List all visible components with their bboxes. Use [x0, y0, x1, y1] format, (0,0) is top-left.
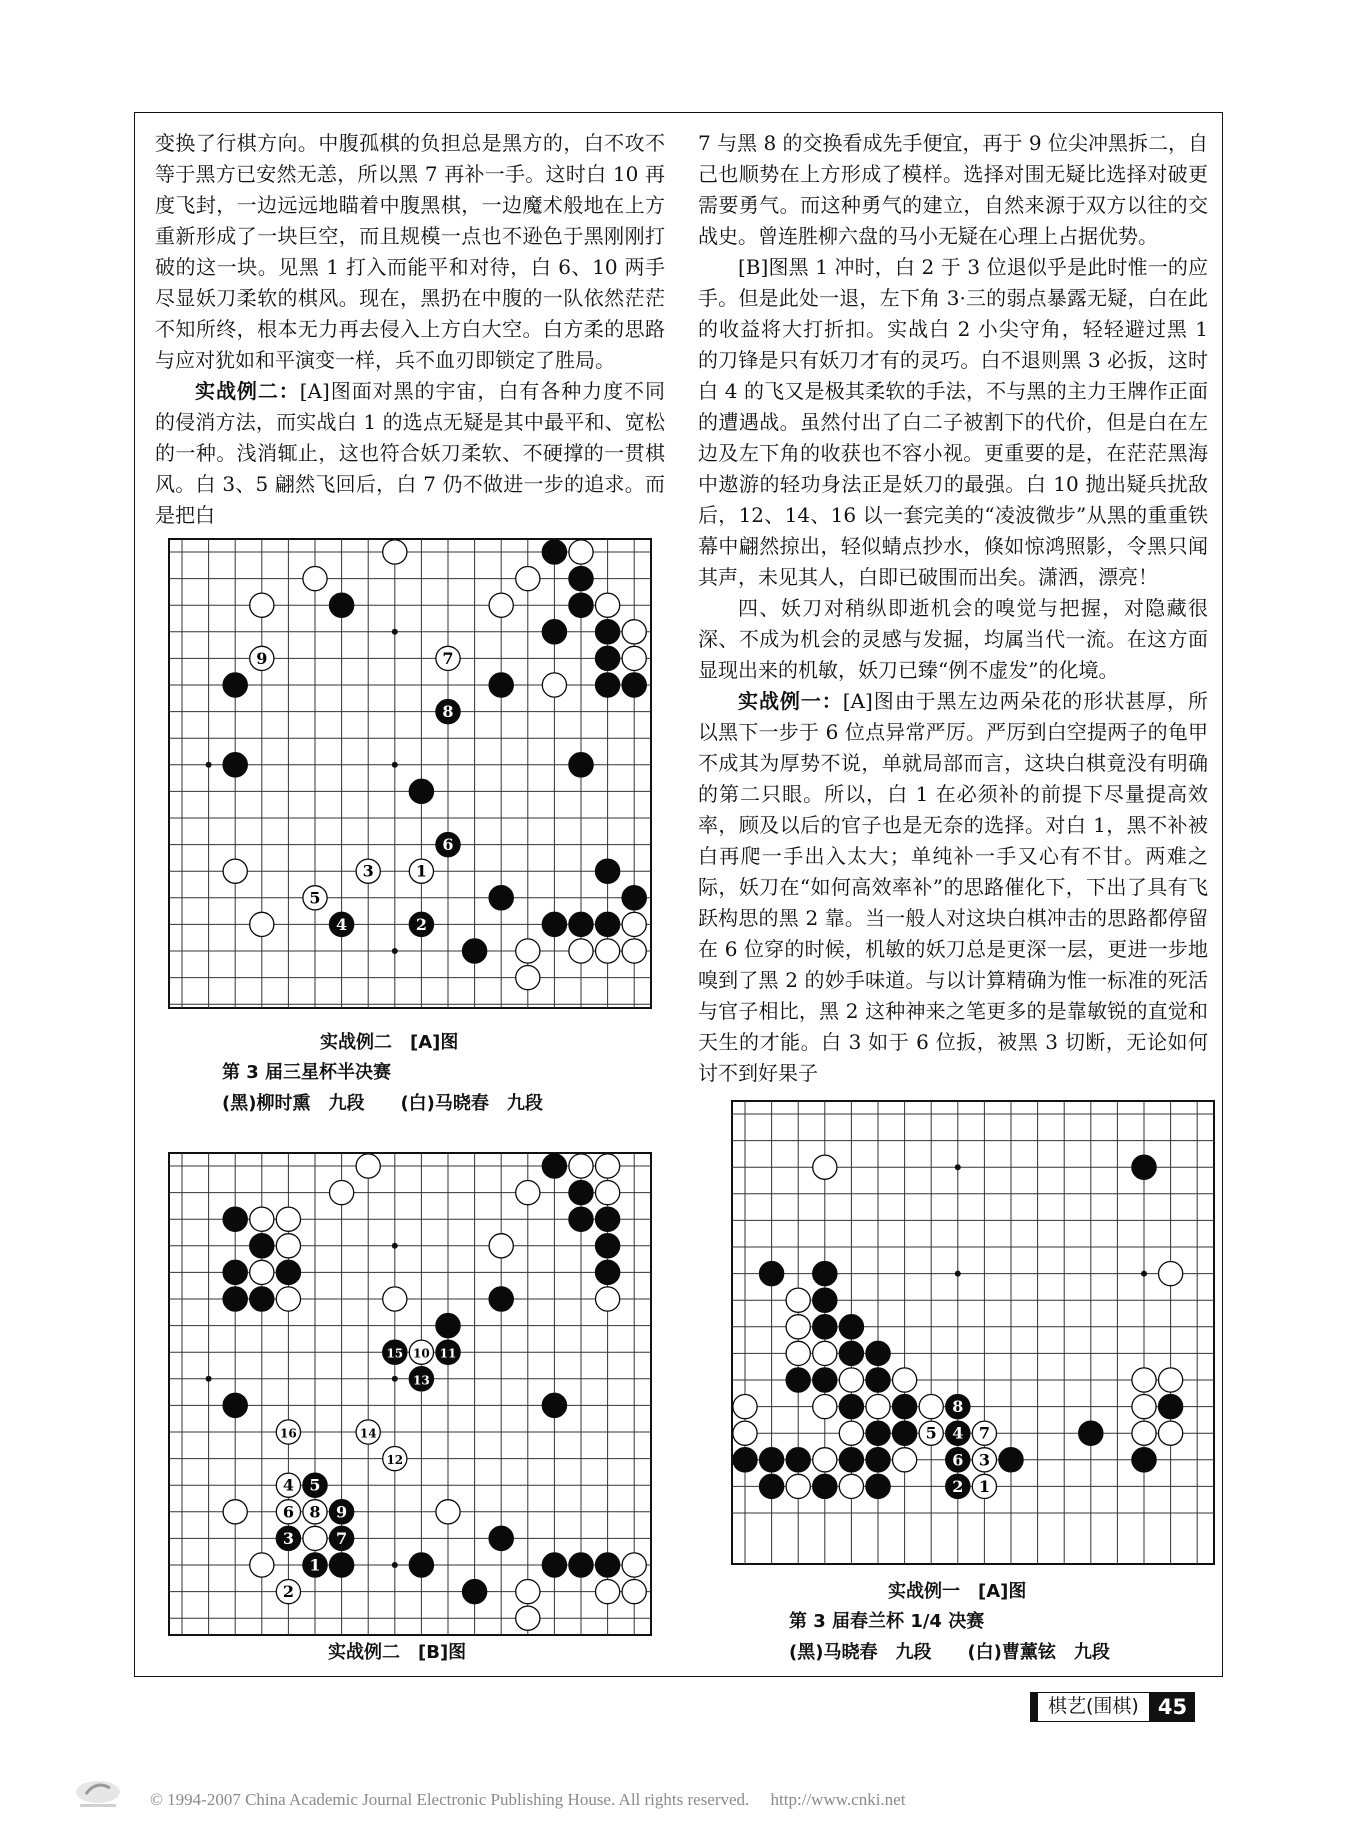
move-number: 9	[336, 1502, 348, 1522]
white-stone	[223, 859, 247, 883]
white-stone	[356, 1420, 380, 1444]
paragraph-text: [A]图面对黑的宇宙，白有各种力度不同的侵消方法，而实战白 1 的选点无疑是其中最平和、宽松的一种。浅消辄止，这也符合妖刀柔软、不硬撑的一贯棋风。白 3、5 翩然飞回后，白 7 仍不做进一步的追求。而是把白	[155, 379, 665, 527]
white-stone	[409, 859, 433, 883]
white-stone	[622, 939, 646, 963]
white-stone	[622, 1580, 646, 1604]
diagram-players-right-a: (黑)马晓春 九段 (白)曹薰铉 九段	[789, 1642, 1110, 1663]
white-stone	[383, 1287, 407, 1311]
move-number: 3	[978, 1450, 990, 1470]
white-stone	[516, 939, 540, 963]
move-number: 11	[439, 1346, 457, 1361]
white-stone	[409, 1340, 433, 1364]
black-stone	[813, 1315, 837, 1339]
white-stone	[919, 1421, 943, 1445]
white-stone	[276, 1580, 300, 1604]
white-stone	[489, 1234, 513, 1258]
white-stone	[516, 1606, 540, 1630]
diagram-event-right-a: 第 3 届春兰杯 1/4 决赛	[789, 1611, 985, 1632]
star-point	[206, 762, 212, 768]
black-stone	[330, 1526, 354, 1550]
black-stone	[596, 1207, 620, 1231]
move-number: 9	[256, 648, 268, 668]
move-number: 16	[280, 1426, 297, 1441]
white-stone	[596, 593, 620, 617]
diagram-players-left-a: (黑)柳时熏 九段 (白)马晓春 九段	[222, 1093, 543, 1114]
move-number: 10	[413, 1346, 430, 1361]
white-stone	[893, 1368, 917, 1392]
go-diagram-left-b	[168, 1152, 652, 1636]
black-stone	[893, 1395, 917, 1419]
black-stone	[946, 1474, 970, 1498]
white-stone	[250, 646, 274, 670]
diagram-event-left-a: 第 3 届三星杯半决赛	[222, 1062, 392, 1083]
white-stone	[786, 1474, 810, 1498]
black-stone	[569, 593, 593, 617]
move-number: 3	[282, 1528, 294, 1548]
black-stone	[946, 1421, 970, 1445]
black-stone	[436, 700, 460, 724]
white-stone	[893, 1448, 917, 1472]
paragraph	[698, 128, 1208, 252]
white-stone	[223, 1500, 247, 1524]
black-stone	[276, 1526, 300, 1550]
white-stone	[1159, 1262, 1183, 1286]
black-stone	[1159, 1395, 1183, 1419]
black-stone	[489, 673, 513, 697]
white-stone	[596, 939, 620, 963]
white-stone	[786, 1288, 810, 1312]
diagram-caption-left-b: 实战例二 [B]图	[328, 1642, 467, 1663]
white-stone	[1132, 1395, 1156, 1419]
white-stone	[569, 540, 593, 564]
black-stone	[542, 1393, 566, 1417]
black-stone	[760, 1448, 784, 1472]
black-stone	[786, 1448, 810, 1472]
white-stone	[596, 1154, 620, 1178]
black-stone	[839, 1315, 863, 1339]
left-text-column	[155, 128, 665, 531]
black-stone	[330, 912, 354, 936]
black-stone	[383, 1340, 407, 1364]
black-stone	[303, 1473, 327, 1497]
white-stone	[596, 1287, 620, 1311]
white-stone	[596, 1580, 620, 1604]
go-diagram-right-a	[731, 1100, 1215, 1565]
white-stone	[813, 1448, 837, 1472]
black-stone	[866, 1368, 890, 1392]
copyright-notice: © 1994-2007 China Academic Journal Electronic Publishing House. All rights reserved. http://www.cnki.net	[150, 1790, 906, 1809]
white-stone	[1159, 1368, 1183, 1392]
black-stone	[223, 673, 247, 697]
paragraph	[155, 376, 665, 531]
move-number: 1	[978, 1476, 990, 1496]
move-number: 6	[282, 1502, 294, 1522]
black-stone	[839, 1448, 863, 1472]
move-number: 5	[925, 1423, 937, 1443]
move-number: 1	[415, 861, 427, 881]
white-stone	[276, 1500, 300, 1524]
black-stone	[542, 620, 566, 644]
move-number: 12	[386, 1453, 404, 1468]
move-number: 2	[952, 1476, 964, 1496]
white-stone	[330, 1181, 354, 1205]
star-point	[392, 1243, 398, 1249]
white-stone	[813, 1341, 837, 1365]
white-stone	[542, 673, 566, 697]
white-stone	[786, 1341, 810, 1365]
white-stone	[303, 1526, 327, 1550]
diagram-caption-left-a: 实战例二 [A]图	[320, 1032, 459, 1053]
black-stone	[786, 1368, 810, 1392]
move-number: 6	[952, 1450, 964, 1470]
black-stone	[596, 673, 620, 697]
move-number: 2	[282, 1582, 294, 1602]
white-stone	[569, 1154, 593, 1178]
black-stone	[946, 1448, 970, 1472]
move-number: 8	[309, 1502, 321, 1522]
white-stone	[303, 567, 327, 591]
black-stone	[463, 1580, 487, 1604]
star-point	[392, 629, 398, 635]
black-stone	[409, 912, 433, 936]
white-stone	[250, 1260, 274, 1284]
move-number: 1	[309, 1555, 321, 1575]
paragraph-text: [B]图黑 1 冲时，白 2 于 3 位退似乎是此时惟一的应手。但是此处一退，左下角 3·三的弱点暴露无疑，白在此的收益将大打折扣。实战白 2 小尖守角，轻轻避过黑 1 的刀锋是只有妖刀才有的灵巧。白不退则黑 3 必扳，这时白 4 的飞又是极其柔软的手法，不与黑的主力王牌作正面的遭遇战。虽然付出了白二子被割下的代价，但是白在左边及左下角的收获也不容小视。更重要的是，在茫茫黑海中遨游的轻功身法正是妖刀的最强。白 10 抛出疑兵扰敌后，12、14、16 以一套完美的“凌波微步”从黑的重重铁幕中翩然掠出，轻似蜻点抄水，倏如惊鸿照影，令黑只闻其声，未见其人，白即已破围而出矣。潇洒，漂亮！	[698, 255, 1208, 589]
white-stone	[250, 912, 274, 936]
white-stone	[276, 1207, 300, 1231]
black-stone	[489, 886, 513, 910]
black-stone	[409, 779, 433, 803]
white-stone	[972, 1421, 996, 1445]
black-stone	[946, 1395, 970, 1419]
paragraph-text: 变换了行棋方向。中腹孤棋的负担总是黑方的，白不攻不等于黑方已安然无恙，所以黑 7 再补一手。这时白 10 再度飞封，一边远远地瞄着中腹黑棋，一边魔术般地在上方重新形成了一块巨空，而且规模一点也不逊色于黑刚刚打破的这一块。见黑 1 打入而能平和对待，白 6、10 两手尽显妖刀柔软的棋风。现在，黑扔在中腹的一队依然茫茫不知所终，根本无力再去侵入上方白大空。白方柔的思路与应对犹如和平演变一样，兵不血刃即锁定了胜局。	[155, 131, 665, 372]
magazine-name: 棋艺(围棋)	[1038, 1692, 1150, 1722]
white-stone	[813, 1395, 837, 1419]
white-stone	[866, 1395, 890, 1419]
paragraph	[155, 128, 665, 376]
white-stone	[250, 593, 274, 617]
black-stone	[1132, 1155, 1156, 1179]
black-stone	[893, 1421, 917, 1445]
white-stone	[276, 1420, 300, 1444]
white-stone	[786, 1315, 810, 1339]
white-stone	[276, 1473, 300, 1497]
black-stone	[622, 673, 646, 697]
white-stone	[1132, 1421, 1156, 1445]
white-stone	[622, 620, 646, 644]
paragraph	[698, 686, 1208, 1089]
paragraph	[698, 252, 1208, 593]
black-stone	[223, 1393, 247, 1417]
white-stone	[383, 1447, 407, 1471]
white-stone	[1159, 1421, 1183, 1445]
page-number: 45	[1150, 1692, 1195, 1722]
black-stone	[303, 1553, 327, 1577]
black-stone	[223, 753, 247, 777]
black-stone	[223, 1207, 247, 1231]
white-stone	[436, 646, 460, 670]
black-stone	[999, 1448, 1023, 1472]
white-stone	[276, 1234, 300, 1258]
white-stone	[489, 593, 513, 617]
move-number: 3	[362, 861, 374, 881]
black-stone	[330, 593, 354, 617]
white-stone	[436, 1500, 460, 1524]
star-point	[955, 1164, 961, 1170]
white-stone	[839, 1421, 863, 1445]
star-point	[1141, 1271, 1147, 1277]
black-stone	[813, 1288, 837, 1312]
black-stone	[463, 939, 487, 963]
black-stone	[866, 1448, 890, 1472]
black-stone	[569, 1553, 593, 1577]
black-stone	[839, 1395, 863, 1419]
white-stone	[516, 1181, 540, 1205]
white-stone	[919, 1395, 943, 1419]
move-number: 13	[413, 1373, 430, 1388]
black-stone	[866, 1474, 890, 1498]
black-stone	[223, 1287, 247, 1311]
white-stone	[250, 1207, 274, 1231]
black-stone	[569, 912, 593, 936]
black-stone	[436, 1340, 460, 1364]
move-number: 6	[442, 835, 454, 855]
move-number: 8	[952, 1397, 964, 1417]
paragraph-text: [A]图由于黑左边两朵花的形状甚厚，所以黑下一步于 6 位点异常严厉。严厉到白空提两子的龟甲不成其为厚势不说，单就局部而言，这块白棋竟没有明确的第二只眼。所以，白 1 在必须补的前提下尽量提高效率，顾及以后的官子也是无奈的选择。对白 1，黑不补被白再爬一手出入太大；单纯补一手又心有不甘。两难之际，妖刀在“如何高效率补”的思路催化下，下出了具有飞跃构思的黑 2 靠。当一般人对这块白棋冲击的思路都停留在 6 位穿的时候，机敏的妖刀总是更深一层，更进一步地嗅到了黑 2 的妙手味道。与以计算精确为惟一标准的死活与官子相比，黑 2 这种神来之笔更多的是靠敏锐的直觉和天生的才能。白 3 如于 6 位扳，被黑 3 切断，无论如何讨不到好果子	[698, 689, 1208, 1085]
black-stone	[866, 1341, 890, 1365]
black-stone	[330, 1553, 354, 1577]
white-stone	[303, 886, 327, 910]
black-stone	[250, 1287, 274, 1311]
paragraph-lead: 实战例一：	[738, 689, 843, 713]
paragraph-text: 7 与黑 8 的交换看成先手便宜，再于 9 位尖冲黑拆二，自己也顺势在上方形成了模样。选择对围无疑比选择对破更需要勇气。而这种勇气的建立，自然来源于双方以往的交战史。曾连胜柳六盘的马小无疑在心理上占据优势。	[698, 131, 1208, 248]
black-stone	[596, 620, 620, 644]
black-stone	[622, 886, 646, 910]
white-stone	[972, 1474, 996, 1498]
black-stone	[542, 1553, 566, 1577]
black-stone	[866, 1421, 890, 1445]
white-stone	[733, 1421, 757, 1445]
white-stone	[733, 1395, 757, 1419]
black-stone	[596, 912, 620, 936]
white-stone	[250, 1553, 274, 1577]
black-stone	[1132, 1448, 1156, 1472]
black-stone	[813, 1474, 837, 1498]
black-stone	[409, 1553, 433, 1577]
paragraph-lead: 实战例二：	[195, 379, 300, 403]
star-point	[392, 1376, 398, 1382]
move-number: 4	[282, 1475, 294, 1495]
black-stone	[542, 1154, 566, 1178]
black-stone	[733, 1448, 757, 1472]
white-stone	[516, 966, 540, 990]
star-point	[206, 1376, 212, 1382]
white-stone	[622, 1553, 646, 1577]
black-stone	[569, 567, 593, 591]
black-stone	[250, 1234, 274, 1258]
black-stone	[330, 1500, 354, 1524]
black-stone	[760, 1474, 784, 1498]
white-stone	[303, 1500, 327, 1524]
white-stone	[1132, 1368, 1156, 1392]
black-stone	[569, 753, 593, 777]
move-number: 15	[386, 1346, 404, 1361]
white-stone	[516, 567, 540, 591]
black-stone	[436, 1314, 460, 1338]
black-stone	[813, 1262, 837, 1286]
black-stone	[223, 1260, 247, 1284]
black-stone	[596, 1234, 620, 1258]
white-stone	[622, 912, 646, 936]
black-stone	[542, 912, 566, 936]
move-number: 14	[359, 1426, 377, 1441]
white-stone	[383, 540, 407, 564]
white-stone	[839, 1368, 863, 1392]
star-point	[392, 948, 398, 954]
move-number: 2	[415, 914, 427, 934]
move-number: 8	[442, 702, 454, 722]
black-stone	[569, 1181, 593, 1205]
white-stone	[622, 646, 646, 670]
star-point	[955, 1271, 961, 1277]
black-stone	[596, 646, 620, 670]
move-number: 7	[442, 648, 454, 668]
black-stone	[409, 1367, 433, 1391]
paragraph	[698, 593, 1208, 686]
star-point	[392, 762, 398, 768]
black-stone	[1079, 1421, 1103, 1445]
go-diagram-left-a	[168, 538, 652, 1009]
move-number: 4	[336, 914, 348, 934]
white-stone	[276, 1287, 300, 1311]
black-stone	[596, 1553, 620, 1577]
white-stone	[569, 939, 593, 963]
white-stone	[356, 859, 380, 883]
diagram-caption-right-a: 实战例一 [A]图	[888, 1581, 1027, 1602]
white-stone	[516, 1580, 540, 1604]
move-number: 4	[952, 1423, 964, 1443]
magazine-footer	[1030, 1692, 1195, 1722]
black-stone	[276, 1260, 300, 1284]
black-stone	[489, 1526, 513, 1550]
black-stone	[760, 1262, 784, 1286]
move-number: 5	[309, 888, 321, 908]
paragraph-text: 四、妖刀对稍纵即逝机会的嗅觉与把握，对隐藏很深、不成为机会的灵感与发掘，均属当代一流。在这方面显现出来的机敏，妖刀已臻“例不虚发”的化境。	[698, 596, 1208, 682]
black-stone	[436, 833, 460, 857]
cnki-logo-icon	[72, 1776, 124, 1810]
footer-bar	[1030, 1692, 1038, 1722]
black-stone	[839, 1341, 863, 1365]
black-stone	[813, 1368, 837, 1392]
move-number: 7	[336, 1528, 348, 1548]
black-stone	[542, 540, 566, 564]
right-text-column	[698, 128, 1208, 1089]
white-stone	[596, 1181, 620, 1205]
white-stone	[839, 1474, 863, 1498]
star-point	[392, 1562, 398, 1568]
black-stone	[596, 859, 620, 883]
black-stone	[569, 1207, 593, 1231]
move-number: 5	[309, 1475, 321, 1495]
white-stone	[813, 1155, 837, 1179]
black-stone	[596, 1260, 620, 1284]
move-number: 7	[978, 1423, 990, 1443]
black-stone	[489, 1287, 513, 1311]
white-stone	[356, 1154, 380, 1178]
white-stone	[972, 1448, 996, 1472]
